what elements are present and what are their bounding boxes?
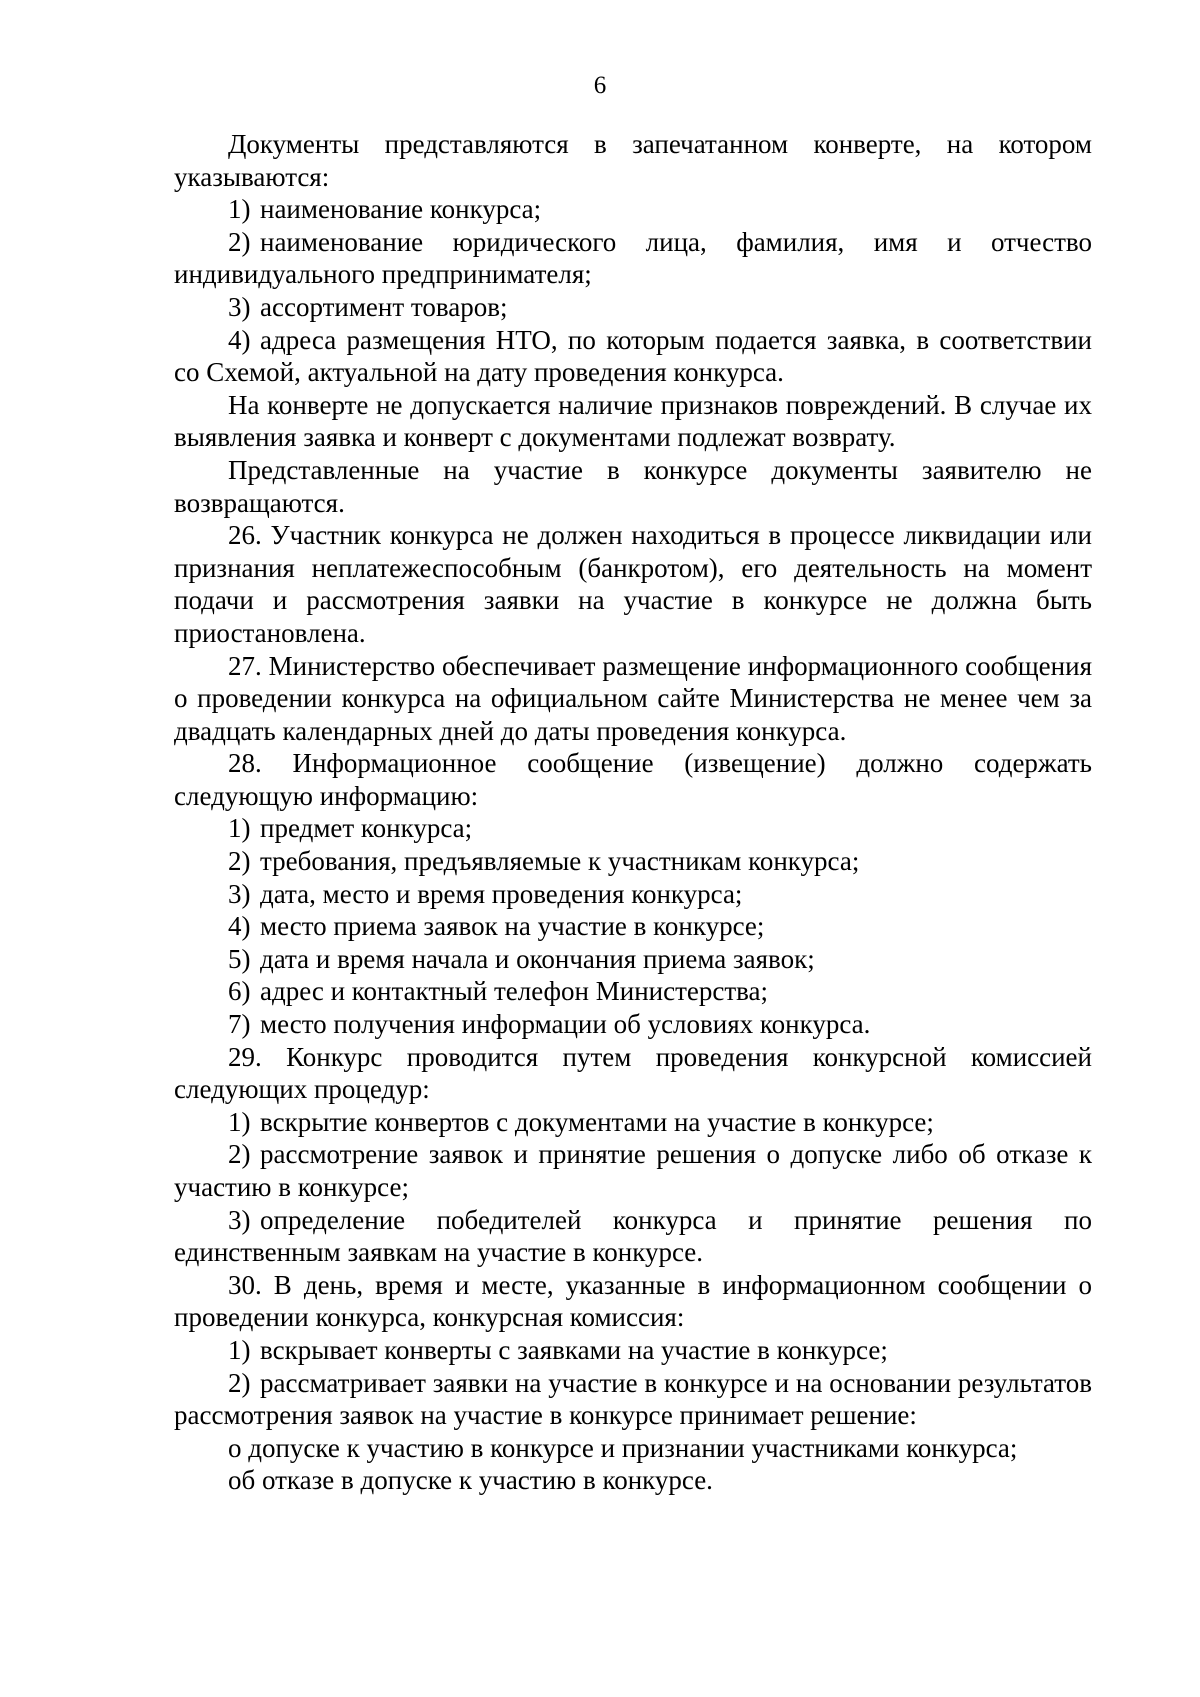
list-item-number: 1) [228, 194, 251, 225]
list-item-text: адреса размещения НТО, по которым подается заявка, в соответствии со Схемой, актуальной на дату проведения конкурса. [174, 324, 1092, 388]
list-item [174, 1334, 1092, 1367]
list-item-text: место приема заявок на участие в конкурсе; [260, 911, 765, 942]
list-item [174, 1367, 1092, 1432]
list-item [174, 975, 1092, 1008]
list-item-text: дата и время начала и окончания приема заявок; [260, 943, 815, 974]
list-item-number: 6) [228, 976, 251, 1007]
list-item-number: 2) [228, 1139, 251, 1170]
list-item-text: дата, место и время проведения конкурса; [260, 878, 743, 909]
list-item-number: 3) [228, 1204, 251, 1235]
list-item-text: предмет конкурса; [260, 813, 473, 844]
list-item-text: требования, предъявляемые к участникам конкурса; [260, 846, 860, 877]
list-item-number: 1) [228, 813, 251, 844]
list-item-number: 2) [228, 226, 251, 257]
list-item [174, 943, 1092, 976]
list-item-number: 7) [228, 1009, 251, 1040]
paragraph: о допуске к участию в конкурсе и признании участниками конкурса; [228, 1432, 1018, 1463]
list-item-text: адрес и контактный телефон Министерства; [260, 976, 769, 1007]
list-item-number: 4) [228, 911, 251, 942]
paragraph: 27. Министерство обеспечивает размещение информационного сообщения о проведении конкурса на официальном сайте Министерства не менее чем за двадцать календарных дней до даты проведения конкурса. [174, 650, 1092, 746]
list-item [174, 1106, 1092, 1139]
list-item-number: 2) [228, 846, 251, 877]
list-item-text: наименование юридического лица, фамилия, имя и отчество индивидуального предпринимателя; [174, 226, 1092, 290]
page-number: 6 [593, 72, 607, 99]
list-item [174, 1138, 1092, 1203]
list-item [174, 812, 1092, 845]
paragraph: Документы представляются в запечатанном конверте, на котором указываются: [174, 129, 1092, 192]
list-item [174, 910, 1092, 943]
paragraph: 26. Участник конкурса не должен находиться в процессе ликвидации или признания неплатежеспособным (банкротом), его деятельность на момент подачи и рассмотрения заявки на участие в конкурсе не должна быть приостановлена. [174, 520, 1092, 648]
list-item-number: 1) [228, 1334, 251, 1365]
list-item-number: 4) [228, 324, 251, 355]
paragraph: 28. Информационное сообщение (извещение) должно содержать следующую информацию: [174, 748, 1092, 811]
list-item [174, 226, 1092, 291]
list-item-text: наименование конкурса; [260, 194, 542, 225]
list-item-text: вскрытие конвертов с документами на участие в конкурсе; [260, 1106, 934, 1137]
paragraph: 29. Конкурс проводится путем проведения конкурсной комиссией следующих процедур: [174, 1041, 1092, 1105]
list-item [174, 1008, 1092, 1041]
paragraph: На конверте не допускается наличие признаков повреждений. В случае их выявления заявка и конверт с документами подлежат возврату. [174, 389, 1092, 453]
list-item-number: 2) [228, 1367, 251, 1398]
document-body [174, 128, 1092, 1497]
list-item [174, 324, 1092, 389]
paragraph: 30. В день, время и месте, указанные в информационном сообщении о проведении конкурса, конкурсная комиссия: [174, 1269, 1092, 1333]
list-item [174, 193, 1092, 226]
list-item-number: 3) [228, 878, 251, 909]
list-item-number: 3) [228, 291, 251, 322]
list-item-text: вскрывает конверты с заявками на участие в конкурсе; [260, 1334, 888, 1365]
paragraph: Представленные на участие в конкурсе документы заявителю не возвращаются. [174, 454, 1092, 518]
list-item-text: определение победителей конкурса и принятие решения по единственным заявкам на участие в конкурсе. [174, 1204, 1092, 1268]
list-item-text: ассортимент товаров; [260, 291, 508, 322]
list-item [174, 291, 1092, 324]
list-item-number: 5) [228, 943, 251, 974]
list-item [174, 878, 1092, 911]
list-item-number: 1) [228, 1106, 251, 1137]
list-item-text: место получения информации об условиях конкурса. [260, 1009, 871, 1040]
paragraph: об отказе в допуске к участию в конкурсе. [228, 1465, 713, 1496]
list-item [174, 845, 1092, 878]
list-item-text: рассмотрение заявок и принятие решения о допуске либо об отказе к участию в конкурсе; [174, 1139, 1092, 1202]
list-item [174, 1204, 1092, 1269]
list-item-text: рассматривает заявки на участие в конкурсе и на основании результатов рассмотрения заявок на участие в конкурсе принимает решение: [174, 1367, 1092, 1431]
